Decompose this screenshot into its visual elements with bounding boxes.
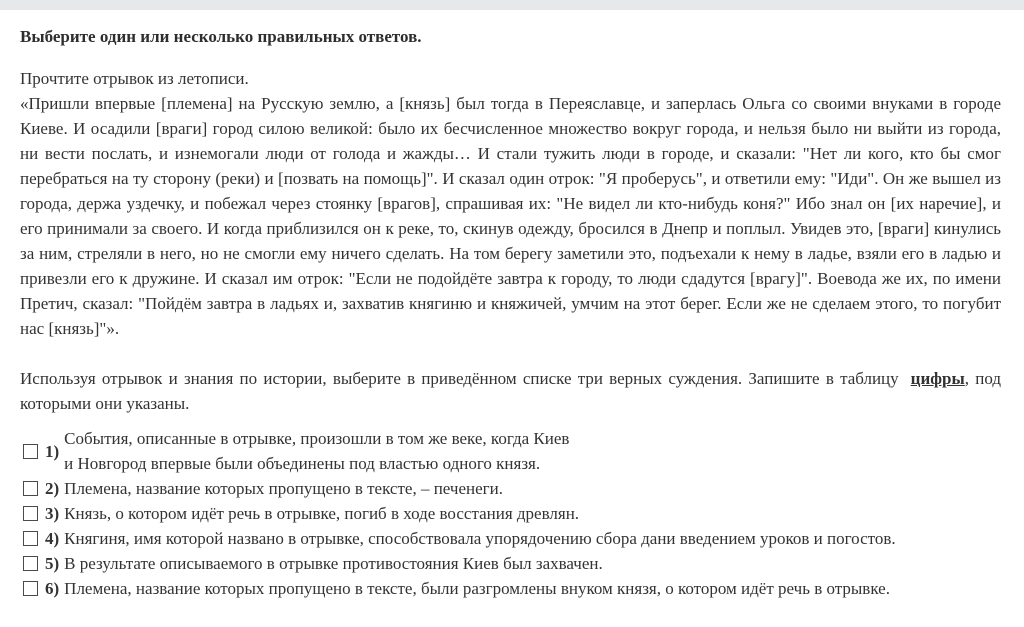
- option-text: Княгиня, имя которой названо в отрывке, способствовала упорядочению сбора дани введением уроков и погостов.: [64, 529, 896, 548]
- option-5[interactable]: [20, 551, 1001, 576]
- option-text-line-1: События, описанные в отрывке, произошли в том же веке, когда Киев: [64, 429, 570, 448]
- option-number: 5): [45, 554, 60, 573]
- option-3[interactable]: [20, 501, 1001, 526]
- checkbox-option-2[interactable]: [23, 481, 38, 496]
- checkbox-option-4[interactable]: [23, 531, 38, 546]
- answer-options: [20, 426, 1001, 601]
- checkbox-option-1[interactable]: [23, 444, 38, 459]
- option-text: Племена, название которых пропущено в тексте, были разгромлены внуком князя, о котором идёт речь в отрывке.: [64, 579, 890, 598]
- option-1[interactable]: [20, 426, 1001, 476]
- option-text: Племена, название которых пропущено в тексте, – печенеги.: [64, 479, 503, 498]
- option-number: 2): [45, 479, 60, 498]
- option-number: 3): [45, 504, 60, 523]
- option-text: В результате описываемого в отрывке противостояния Киев был захвачен.: [64, 554, 603, 573]
- top-bar: [0, 0, 1024, 10]
- option-6[interactable]: [20, 576, 1001, 601]
- chronicle-excerpt: «Пришли впервые [племена] на Русскую землю, а [князь] был тогда в Переяславце, и заперлась Ольга со своими внуками в городе Киеве. И осадили [враги] город силою великой: было их бесчисленное множество вокруг города, и нельзя было ни выйти из города, ни вести послать, и изнемогали люди от голода и жажды… И стали тужить люди в городе, и сказали: "Нет ли кого, кто бы смог перебраться на ту сторону (реки) и [позвать на помощь]". И сказал один отрок: "Я проберусь", и ответили ему: "Иди". Он же вышел из города, держа уздечку, и побежал через стоянку [врагов], спрашивая их: "Не видел ли кто-нибудь коня?" Ибо знал он [их наречие], и его принимали за своего. И когда приблизился он к реке, то, скинув одежду, бросился в Днепр и поплыл. Увидев это, [враги] кинулись за ним, стреляли в него, но не смогли ему ничего сделать. На том берегу заметили это, подъехали к нему в ладье, взяли его в ладью и привезли его к дружине. И сказал им отрок: "Если не подойдёте завтра к городу, то люди сдадутся [врагу]". Воевода же их, по имени Претич, сказал: "Пойдём завтра в ладьях и, захватив княгиню и княжичей, умчим на этот берег. Если же не сделаем этого, то погубит нас [князь]"».: [20, 94, 1001, 338]
- option-text: [64, 426, 569, 476]
- option-2[interactable]: [20, 476, 1001, 501]
- checkbox-option-3[interactable]: [23, 506, 38, 521]
- option-number: 6): [45, 579, 60, 598]
- option-number: 1): [45, 441, 60, 461]
- option-number: 4): [45, 529, 60, 548]
- task-text: [20, 366, 1001, 416]
- task-text-before: Используя отрывок и знания по истории, выберите в приведённом списке три верных суждения. Запишите в таблицу: [20, 369, 899, 388]
- option-4[interactable]: [20, 526, 1001, 551]
- question-content: [20, 24, 1001, 601]
- checkbox-option-6[interactable]: [23, 581, 38, 596]
- instruction-text: Выберите один или несколько правильных ответов.: [20, 27, 422, 46]
- checkbox-option-5[interactable]: [23, 556, 38, 571]
- intro-text: Прочтите отрывок из летописи.: [20, 69, 249, 88]
- task-text-after: , под которыми они указаны.: [20, 369, 1001, 413]
- task-digits: цифры: [910, 369, 965, 388]
- option-text: Князь, о котором идёт речь в отрывке, погиб в ходе восстания древлян.: [64, 504, 580, 523]
- option-text-line-2: и Новгород впервые были объединены под властью одного князя.: [64, 454, 541, 473]
